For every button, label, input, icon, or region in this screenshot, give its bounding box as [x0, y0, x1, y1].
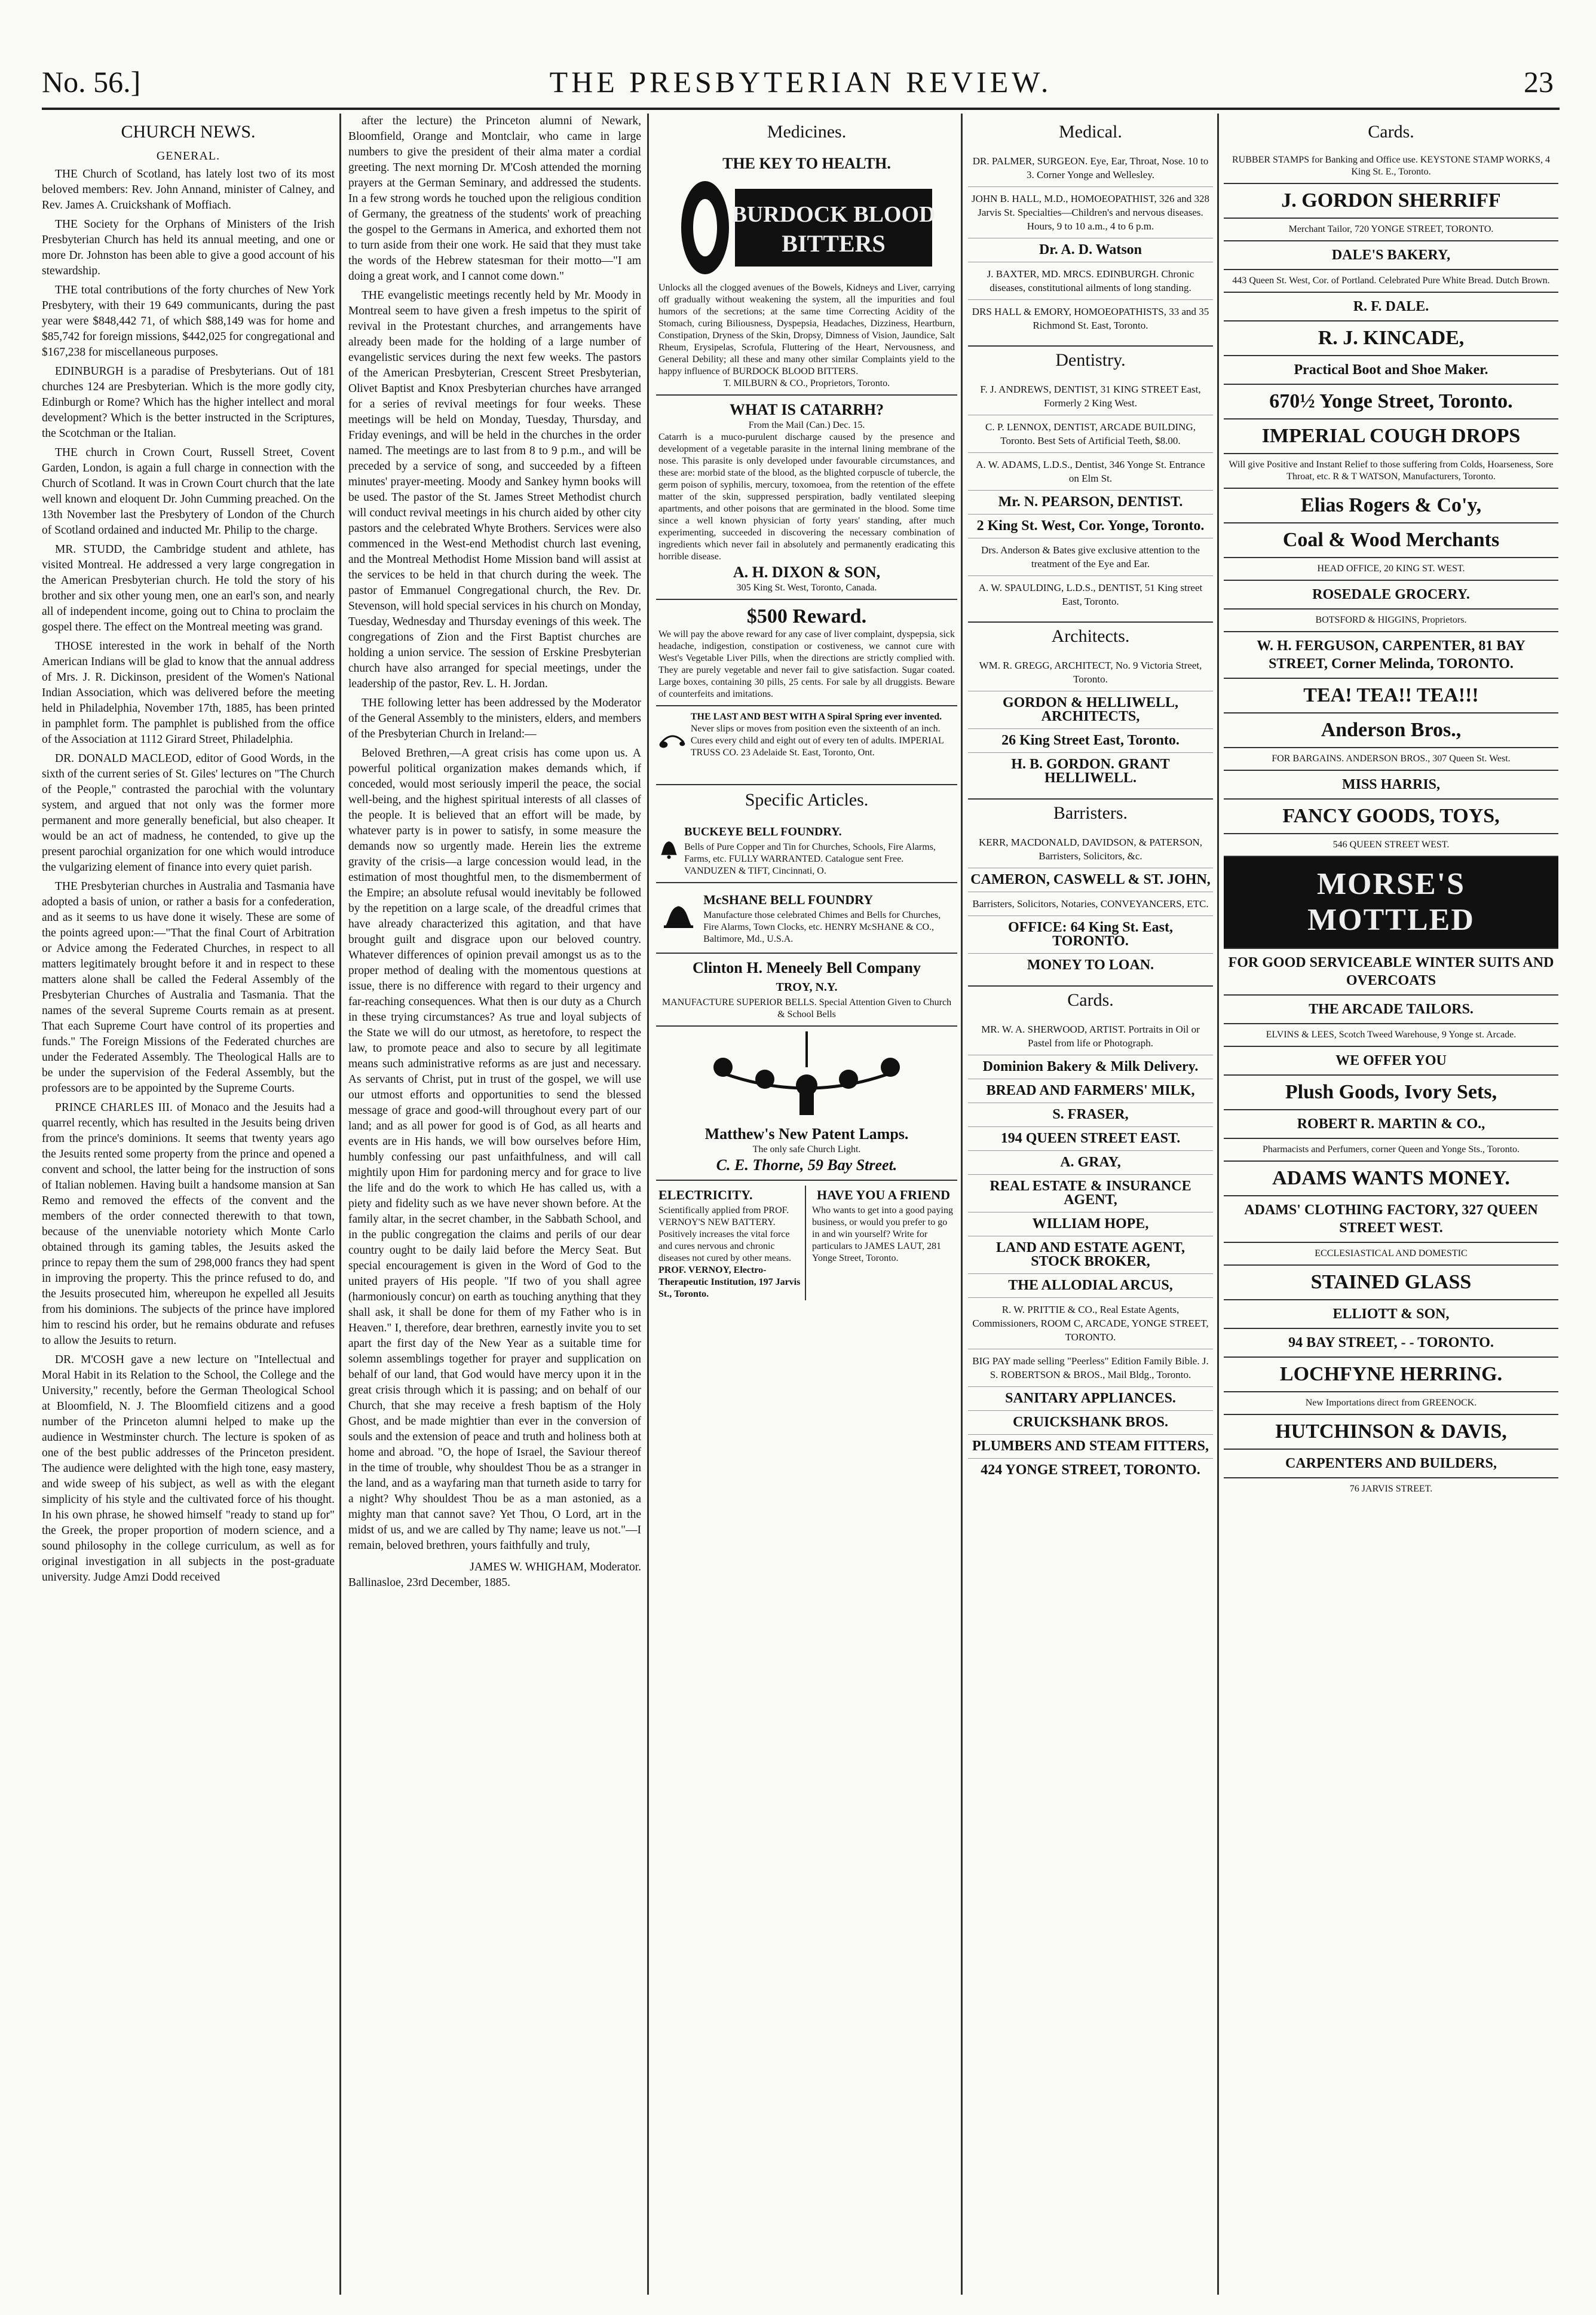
business-card: 546 QUEEN STREET WEST.: [1224, 833, 1558, 856]
barrister-card: Barristers, Solicitors, Notaries, CONVEYANCERS, ETC.: [968, 892, 1213, 915]
bottom-ads: [656, 1180, 957, 1305]
business-card: W. H. FERGUSON, CARPENTER, 81 BAY STREET, Corner Melinda, TORONTO.: [1224, 631, 1558, 678]
column-divider: [647, 114, 649, 2295]
business-card: 424 YONGE STREET, TORONTO.: [968, 1458, 1213, 1482]
publication-title: THE PRESBYTERIAN REVIEW.: [549, 65, 1052, 99]
business-card: BOTSFORD & HIGGINS, Proprietors.: [1224, 608, 1558, 631]
business-card: Practical Boot and Shoe Maker.: [1224, 355, 1558, 384]
chandelier-icon: [699, 1031, 914, 1121]
business-card: 94 BAY STREET, - - TORONTO.: [1224, 1328, 1558, 1356]
brand-name: BURDOCK BLOOD: [731, 202, 936, 227]
page-number: 23: [1524, 65, 1554, 99]
letter-column: [348, 114, 641, 2295]
business-card: MR. W. A. SHERWOOD, ARTIST. Portraits in Oil or Pastel from life or Photograph.: [981, 1024, 1200, 1049]
business-card: LOCHFYNE HERRING.: [1224, 1356, 1558, 1391]
friend-ad: [812, 1186, 955, 1300]
business-card: Pharmacists and Perfumers, corner Queen and Yonge Sts., Toronto.: [1224, 1138, 1558, 1160]
ad-heading: $500 Reward.: [746, 605, 867, 627]
ad-heading: Clinton H. Meneely Bell Company: [692, 959, 921, 976]
news-paragraph: THE church in Crown Court, Russell Street, Covent Garden, London, is again a full charge in connection with the Church of Scotland. It was in Crown Court church that the late well known and eloquent Dr. John Cumming preached. On the 13th November last the Presbytery of London of the Church of Scotland ordained and inducted Mr. Philip to the charge.: [42, 446, 335, 537]
news-paragraph: THE Society for the Orphans of Ministers of the Irish Presbyterian Church has held its annual meeting, and one or more Dr. Johnston has been able to give a good account of his stewardship.: [42, 218, 335, 277]
letter-paragraph: THE evangelistic meetings recently held by Mr. Moody in Montreal seem to have given a fresh impetus to the spirit of revival in the Protestant churches, and arrangements have already been made for the holding of a large number of evangelistic services during the next few weeks. The pastors of the American Presbyterian, Crescent Street Presbyterian, Olivet Baptist and Knox Presbyterian churches have arranged for a series of revival meetings for four weeks. These meetings will be held on Monday, Tuesday, Thursday, and Friday evenings, and will be held in the churches in the order named. The meetings are to last from 8 to 9 p.m., and will be preceded by a service of song, and succeeded by a fifteen minutes' prayer-meeting. Moody and Sankey hymn books will be used. The pastor of the St. James Street Methodist church will conduct revival meetings in his church aided by other city pastors and the celebrated Whyte Brothers. Services were also commenced in the West-end Methodist church last evening, and the Montreal Methodist Home Mission band will assist at the services to be held in that church during the week. The pastor of Emmanuel Congregational church, the Rev. Dr. Stevenson, will hold special services in his church on Monday, Tuesday, Wednesday and Thursday evenings of this week. The congregations of Zion and the First Baptist churches are holding a union service. The session of Erskine Presbyterian church have also arranged for special meetings, under the leadership of the pastor, Rev. L. H. Jordan.: [348, 289, 641, 690]
reward-ad: [656, 599, 957, 705]
business-card: CRUICKSHANK BROS.: [968, 1410, 1213, 1434]
business-card: HEAD OFFICE, 20 KING ST. WEST.: [1224, 557, 1558, 580]
dentist-card: Mr. N. PEARSON, DENTIST.: [968, 490, 1213, 514]
business-card: Merchant Tailor, 720 YONGE STREET, TORONTO.: [1224, 218, 1558, 240]
truss-icon: [658, 711, 686, 771]
medical-card: DRS HALL & EMORY, HOMOEOPATHISTS, 33 and 35 Richmond St. East, Toronto.: [968, 299, 1213, 337]
business-card: 76 JARVIS STREET.: [1224, 1477, 1558, 1500]
letter-paragraph: THE following letter has been addressed by the Moderator of the General Assembly to the ministers, elders, and members of the Presbyterian Church in Ireland:—: [348, 697, 641, 740]
business-card: STAINED GLASS: [1224, 1264, 1558, 1299]
business-card: 194 QUEEN STREET EAST.: [968, 1126, 1213, 1150]
ad-body: Unlocks all the clogged avenues of the Bowels, Kidneys and Liver, carrying off gradually without weakening the system, all the impurities and foul humors of the secretions; at the same time Correcting Acidity of the Stomach, curing Biliousness, Dyspepsia, Headaches, Dizziness, Heartburn, Constipation, Dryness of the Skin, Dropsy, Dimness of Vision, Jaundice, Salt Rheum, Erysipelas, Scrofula, Fluttering of the Heart, Nervousness, and General Debility; all these and many other similar Complaints yield to the happy influence of BURDOCK BLOOD BITTERS.: [658, 283, 955, 376]
medical-card: J. BAXTER, MD. MRCS. EDINBURGH. Chronic diseases, constitutional ailments of long standing.: [968, 262, 1213, 299]
ad-sub: From the Mail (Can.) Dec. 15.: [748, 420, 865, 430]
column-title: Medicines.: [767, 122, 847, 142]
ad-sub: TROY, N.Y.: [776, 981, 838, 994]
business-card: FOR BARGAINS. ANDERSON BROS., 307 Queen St. West.: [1224, 747, 1558, 770]
business-card: THE ARCADE TAILORS.: [1224, 994, 1558, 1023]
business-card: Plush Goods, Ivory Sets,: [1224, 1074, 1558, 1109]
dentist-card: A. W. SPAULDING, L.D.S., DENTIST, 51 King street East, Toronto.: [968, 575, 1213, 613]
truss-ad: [656, 705, 957, 776]
business-card: PLUMBERS AND STEAM FITTERS,: [968, 1434, 1213, 1458]
business-card: CARPENTERS AND BUILDERS,: [1224, 1449, 1558, 1477]
business-card: Coal & Wood Merchants: [1224, 522, 1558, 557]
barrister-card: OFFICE: 64 King St. East, TORONTO.: [968, 915, 1213, 953]
business-card: ADAMS WANTS MONEY.: [1224, 1160, 1558, 1195]
business-card: TEA! TEA!! TEA!!!: [1224, 678, 1558, 712]
news-paragraph: DR. DONALD MACLEOD, editor of Good Words, in the sixth of the current series of St. Giles' lectures on "The Church of the People," contrasted the parochial with the voluntary system, and argued that not only was the former more permanent and more generally beneficial, but also cheaper. It would be an act of madness, he contended, to give up the present parochial organization for one which would introduce the vulgarizing element of finance into every quiet parish.: [42, 752, 335, 874]
ad-heading: Matthew's New Patent Lamps.: [704, 1125, 909, 1143]
dentist-card: 2 King St. West, Cor. Yonge, Toronto.: [968, 514, 1213, 538]
bell-icon: [658, 826, 679, 874]
bottle-image: [658, 177, 955, 278]
news-paragraph: DR. M'COSH gave a new lecture on "Intellectual and Moral Habit in its Relation to the School, the College and the University," recently, before the German Theological School at Bloomfield, N. J. The Bloomfield citizens and a good number of the Princeton alumni helped to make up the audience in Westminster church. The lecture is spoken of as one of the best public addresses of the Princeton president. The audience were delighted with the high tone, easy mastery, and wide sweep of his subject, as well as with the elegant simplicity of his style and the cultivated force of his thought. In his own phrase, he showed himself "ready to stand up for" the Greek, the proper proportion of modern science, and a sound philosophy in the college curriculum, as well as for original investigation in all subjects in the post-graduate university. Judge Amzi Dodd received: [42, 1354, 335, 1584]
business-card: New Importations direct from GREENOCK.: [1224, 1391, 1558, 1414]
business-card: FANCY GOODS, TOYS,: [1224, 798, 1558, 833]
column-title: Cards.: [1368, 122, 1414, 142]
ad-footer: T. MILBURN & CO., Proprietors, Toronto.: [723, 378, 890, 388]
ad-body: Catarrh is a muco-purulent discharge caused by the presence and development of a vegetable parasite in the internal lining membrane of the nose. This parasite is only developed under favourable circumstances, and these are: morbid state of the blood, as the blighted corpuscle of tubercle, the germ poison of syphilis, mercury, toxomoea, from the retention of the effete matter of the skin, suppressed perspiration, badly ventilated sleeping apartments, and other poisons that are germinated in the blood. Some time since a well known physician of forty years' standing, after much experimenting, succeeded in discovering the necessary combination of ingredients which never fail in absolutely and permanently eradicating this horrible disease.: [658, 432, 955, 562]
business-card: MORSE'S MOTTLED: [1224, 856, 1558, 948]
business-card: R. F. DALE.: [1224, 292, 1558, 320]
news-paragraph: MR. STUDD, the Cambridge student and athlete, has visited Montreal. He addressed a very large congregation in the American Presbyterian church. He told the story of his brother and six other young men, one an earl's son, and nearly all of independent income, going out to China to proclaim the gospel there. The effect on the Montreal meeting was grand.: [42, 543, 335, 633]
business-card: A. GRAY,: [968, 1150, 1213, 1174]
business-card: ROBERT R. MARTIN & CO.,: [1224, 1109, 1558, 1138]
burdock-ad: [656, 149, 957, 394]
business-card: WILLIAM HOPE,: [968, 1212, 1213, 1236]
business-card: S. FRASER,: [968, 1103, 1213, 1126]
ad-footer: A. H. DIXON & SON,: [733, 564, 881, 581]
cards-title: Cards.: [968, 985, 1213, 1010]
architect-card: WM. R. GREGG, ARCHITECT, No. 9 Victoria Street, Toronto.: [979, 660, 1202, 685]
medical-card: Dr. A. D. Watson: [968, 238, 1213, 262]
business-card: ECCLESIASTICAL AND DOMESTIC: [1224, 1242, 1558, 1264]
section-heading: GENERAL.: [156, 149, 220, 163]
ad-body: Scientifically applied from PROF. VERNOY'S NEW BATTERY. Positively increases the vital force and cures nervous and chronic diseases not cured by other means.: [658, 1205, 792, 1263]
business-card: ADAMS' CLOTHING FACTORY, 327 QUEEN STREET WEST.: [1224, 1195, 1558, 1242]
news-paragraph: THE Presbyterian churches in Australia and Tasmania have adopted a basis of union, or rather a basis for a confederation, and as it seems to us have done it wisely. These are some of the points agreed upon:—"That the final Court of Arbitration or Advice among the Federated Churches, in respect to all matters legitimately brought before it and in respect to these matters alone shall be called the Federal Assembly of the Presbyterian Churches of Australia and Tasmania. That the names of the several Supreme Courts remain as at present. That each Supreme Court have control of its properties and funds." The Foreign Missions of the Federated churches are under the Federated Assembly. The Theological Halls are to be under the supervision of the Federal Assembly, but the professors are to be appointed by the Supreme Courts.: [42, 880, 335, 1095]
business-card: IMPERIAL COUGH DROPS: [1224, 418, 1558, 453]
architects-title: Architects.: [968, 621, 1213, 647]
architect-card: GORDON & HELLIWELL, ARCHITECTS,: [968, 691, 1213, 728]
business-card: RUBBER STAMPS for Banking and Office use. KEYSTONE STAMP WORKS, 4 King St. E., Toronto.: [1232, 155, 1550, 177]
cards-column: [1224, 114, 1558, 2295]
ad-body: Never slips or moves from position even the sixteenth of an inch. Cures every child and eight out of every ten of adults. IMPERIAL TRUSS CO. 23 Adelaide St. East, Toronto, Ont.: [690, 724, 944, 758]
column-divider: [339, 114, 341, 2295]
ad-heading: BUCKEYE BELL FOUNDRY.: [684, 825, 842, 838]
business-card: WE OFFER YOU: [1224, 1046, 1558, 1074]
ad-sub: The only safe Church Light.: [752, 1144, 861, 1155]
business-card: Dominion Bakery & Milk Delivery.: [968, 1055, 1213, 1079]
ad-heading: McSHANE BELL FOUNDRY: [703, 892, 874, 907]
ad-address: 305 King St. West, Toronto, Canada.: [736, 583, 877, 593]
business-card: BREAD AND FARMERS' MILK,: [968, 1079, 1213, 1103]
ad-heading: HAVE YOU A FRIEND: [816, 1187, 951, 1202]
business-card: ELLIOTT & SON,: [1224, 1299, 1558, 1328]
medical-card: DR. PALMER, SURGEON. Eye, Ear, Throat, Nose. 10 to 3. Corner Yonge and Wellesley.: [972, 155, 1209, 180]
business-card: 670½ Yonge Street, Toronto.: [1224, 384, 1558, 418]
business-card: LAND AND ESTATE AGENT, STOCK BROKER,: [968, 1236, 1213, 1273]
business-card: DALE'S BAKERY,: [1224, 240, 1558, 269]
business-card: BIG PAY made selling "Peerless" Edition Family Bible. J. S. ROBERTSON & BROS., Mail Bldg., Toronto.: [968, 1349, 1213, 1386]
barrister-card: CAMERON, CASWELL & ST. JOHN,: [968, 868, 1213, 892]
business-card: R. W. PRITTIE & CO., Real Estate Agents, Commissioners, ROOM C, ARCADE, YONGE STREET, TORONTO.: [968, 1297, 1213, 1349]
medical-column: [968, 114, 1213, 2295]
business-card: Will give Positive and Instant Relief to those suffering from Colds, Hoarseness, Sore Throat, etc. R & T WATSON, Manufacturers, Toronto.: [1224, 453, 1558, 488]
ad-body: Who wants to get into a good paying business, or would you prefer to go in and win yourself? Write for particulars to JAMES LAUT, 281 Yonge Street, Toronto.: [812, 1205, 953, 1263]
business-card: J. GORDON SHERRIFF: [1224, 183, 1558, 218]
barrister-card: MONEY TO LOAN.: [968, 953, 1213, 977]
ad-footer: PROF. VERNOY, Electro-Therapeutic Institution, 197 Jarvis St., Toronto.: [658, 1265, 801, 1299]
medicines-column: [656, 114, 957, 2295]
ad-body: MANUFACTURE SUPERIOR BELLS. Special Attention Given to Church & School Bells: [661, 997, 952, 1019]
dentist-card: F. J. ANDREWS, DENTIST, 31 KING STREET East, Formerly 2 King West.: [980, 384, 1201, 409]
column-divider: [961, 114, 963, 2295]
column-title: CHURCH NEWS.: [121, 122, 256, 142]
barristers-title: Barristers.: [968, 798, 1213, 823]
electricity-ad: [658, 1186, 806, 1300]
letter-paragraph: after the lecture) the Princeton alumni of Newark, Bloomfield, Orange and Montclair, who came in large numbers to give the president of their alma mater a cordial greeting. The next morning Dr. M'Cosh attended the morning prayers at the German Seminary, and addressed the students. In a few strong words he touched upon the religious condition of Germany, the greatness of the students' work of preaching the gospel to the Germans in America, and exhorted them not to turn aside from their one work. He said that they must take the words of the Hebrew statesman for their motto—"I am doing a great work, and I cannot come down.": [348, 115, 641, 283]
letter-paragraph: Beloved Brethren,—A great crisis has come upon us. A powerful political organization makes demands which, if conceded, would most seriously imperil the peace, the social well-being, and the highest spiritual interests of all classes of the people. It is believed that an effort will be made, by whatever party is in power to satisfy, in some measure the demands now so urgently made. Herein lies the extreme gravity of the crisis—a large concession would lead, in the estimation of most thoughtful men, to the dismemberment of the Empire; an absolute refusal would inevitably be followed by the repetition on a large scale, of the dreadful crimes that have already characterized this agitation, and that have brought guilt and disgrace upon our beloved country. Whatever differences of opinion prevail amongst us as to the proper method of dealing with the momentous questions at issue, there is no difference with regard to their urgency and far-reaching consequences. What then is our duty as a Church in these trying circumstances? As true and loyal subjects of the State we will do our utmost, as heretofore, to respect the law, to promote peace and also to secure by all legitimate means such administrative reforms as are just and necessary. As servants of Christ, put in trust of the gospel, we will use our utmost efforts and opportunities to send the blessed message of grace and good-will throughout every part of our land; and as all power for good is of God, as all hearts and events are in His hands, we will bow ourselves before Him, humbly confessing our past unfaithfulness, and will call mightily upon Him for pardoning mercy and for grace to live the life and do the work to which He has called us, with a piety and fidelity such as we have never shown before. At the family altar, in the secret chamber, in the Sabbath School, and in the public congregation the claims and perils of our dear country ought to be daily laid before the Mercy Seat. But special encouragement is given in the Word of God to the united prayers of His people. "If two of you shall agree (harmoniously concur) on earth as touching anything that they shall ask, it shall be done for them of my Father who is in Heaven." I, therefore, dear brethren, earnestly invite you to set apart the first day of the New Year as a suitable time for solemn assemblings together for prayer and supplication on behalf of our land, that God would have mercy upon it in the great crisis through which it is passing; and on behalf of our Church, that she may receive a fresh baptism of the Holy Ghost, and be made mightier than ever in the conversion of souls and the extension of peace and truth and holiness both at home and abroad. "O, the hope of Israel, the Saviour thereof in the time of trouble, why shouldest Thou be as a stranger in the land, and as a wayfaring man that turneth aside to tarry for a night? Why shouldest Thou be as a man astonied, as a mighty man that cannot save? Yet Thou, O Lord, art in the midst of us, and we are called by Thy name; leave us not."—I remain, beloved brethren, yours faithfully and truly,: [348, 747, 641, 1552]
catarrh-ad: [656, 394, 957, 599]
ad-heading: THE LAST AND BEST WITH A Spiral Spring ever invented.: [690, 712, 942, 722]
business-card: 443 Queen St. West, Cor. of Portland. Celebrated Pure White Bread. Dutch Brown.: [1224, 269, 1558, 292]
business-card: REAL ESTATE & INSURANCE AGENT,: [968, 1174, 1213, 1212]
dentist-card: C. P. LENNOX, DENTIST, ARCADE BUILDING, Toronto. Best Sets of Artificial Teeth, $8.00.: [968, 415, 1213, 452]
lamps-ad: [656, 1025, 957, 1180]
news-paragraph: THOSE interested in the work in behalf of the North American Indians will be glad to know that the annual address of Mrs. J. R. Dickinson, president of the Women's National Indian Association, which was delivered before the meeting held in Philadelphia, November 17th, 1885, has been printed in pamphlet form. The pamphlet is published from the office of the Association at 1112 Girard Street, Philadelphia.: [42, 640, 335, 746]
ad-heading: ELECTRICITY.: [658, 1187, 753, 1202]
signature: JAMES W. WHIGHAM, Moderator.: [470, 1561, 641, 1573]
ad-heading: WHAT IS CATARRH?: [729, 401, 884, 418]
news-paragraph: THE total contributions of the forty churches of New York Presbytery, with their 19 649 communicants, during the past year were $848,442 71, of which $88,149 was for home and $85,742 for foreign missions, $442,025 for congregational and $167,238 for miscellaneous purposes.: [42, 284, 335, 359]
issue-number: No. 56.]: [42, 65, 141, 99]
business-card: ELVINS & LEES, Scotch Tweed Warehouse, 9 Yonge st. Arcade.: [1224, 1023, 1558, 1046]
ad-body: Bells of Pure Copper and Tin for Churches, Schools, Fire Alarms, Farms, etc. FULLY WARRANTED. Catalogue sent Free. VANDUZEN & TIFT, Cincinnati, O.: [684, 842, 936, 876]
ad-body: C. E. Thorne, 59 Bay Street.: [716, 1156, 897, 1174]
bell-icon: [658, 888, 699, 948]
dateline: Ballinasloe, 23rd December, 1885.: [348, 1576, 511, 1589]
column-divider: [1217, 114, 1219, 2295]
business-card: SANITARY APPLIANCES.: [968, 1386, 1213, 1410]
business-card: THE ALLODIAL ARCUS,: [968, 1273, 1213, 1297]
business-card: R. J. KINCADE,: [1224, 320, 1558, 355]
news-paragraph: PRINCE CHARLES III. of Monaco and the Jesuits had a quarrel recently, which has resulted in the Jesuits being driven from the prince's dominions. It seems that twenty years ago the Jesuits rented some property from the prince and opened a convent and school, the latter being for the instruction of sons of Italian noblemen. Having built a handsome mansion at San Remo and removed the effects of the convent and the members of the order connected therewith to that town, because of the unenviable notoriety which Monte Carlo obtained through its gaming tables, the Jesuits asked the prince to repay them the sum of 298,000 francs they had spent in improving the property. This the prince refused to do, and the Jesuits prosecuted him, whereupon he expelled all Jesuits from his dominions. The subjects of the prince have implored him to rescind his order, but he remains obdurate and refuses to allow the Jesuits to return.: [42, 1101, 335, 1347]
svg-text:BITTERS: BITTERS: [782, 230, 886, 257]
buckeye-bell-ad: [656, 817, 957, 882]
business-card: HUTCHINSON & DAVIS,: [1224, 1414, 1558, 1449]
page-header: [42, 60, 1560, 110]
architect-card: H. B. GORDON. GRANT HELLIWELL.: [968, 752, 1213, 790]
business-card: MISS HARRIS,: [1224, 770, 1558, 798]
business-card: ROSEDALE GROCERY.: [1224, 580, 1558, 608]
business-card: FOR GOOD SERVICEABLE WINTER SUITS AND OVERCOATS: [1224, 948, 1558, 994]
specific-articles-title: Specific Articles.: [656, 784, 957, 810]
dentistry-title: Dentistry.: [968, 345, 1213, 370]
barrister-card: KERR, MACDONALD, DAVIDSON, & PATERSON, Barristers, Solicitors, &c.: [978, 837, 1203, 862]
news-paragraph: EDINBURGH is a paradise of Presbyterians. Out of 181 churches 124 are Presbyterian. Which is the more godly city, Edinburgh or Rome? Which has the higher intellect and moral development? Which is the better instructed in the Scriptures, the Scotchman or the Italian.: [42, 365, 335, 440]
dentist-card: A. W. ADAMS, L.D.S., Dentist, 346 Yonge St. Entrance on Elm St.: [968, 452, 1213, 490]
ad-heading: THE KEY TO HEALTH.: [722, 155, 891, 172]
dentist-card: Drs. Anderson & Bates give exclusive attention to the treatment of the Eye and Ear.: [968, 538, 1213, 575]
ad-body: We will pay the above reward for any case of liver complaint, dyspepsia, sick headache, indigestion, constipation or costiveness, we cannot cure with West's Vegetable Liver Pills, when the directions are strictly complied with. They are purely vegetable and never fail to give satisfaction. Sugar coated. Large boxes, containing 30 pills, 25 cents. For sale by all druggists. Beware of counterfeits and imitations.: [658, 629, 955, 699]
meneely-bell-ad: [656, 953, 957, 1025]
news-paragraph: THE Church of Scotland, has lately lost two of its most beloved members: Rev. John Annand, minister of Calney, and Rev. James A. Cruickshank of Moffiach.: [42, 168, 335, 212]
church-news-column: [42, 114, 335, 2295]
business-card: Anderson Bros.,: [1224, 712, 1558, 747]
ad-body: Manufacture those celebrated Chimes and Bells for Churches, Fire Alarms, Town Clocks, etc. HENRY McSHANE & CO., Baltimore, Md., U.S.A.: [703, 910, 941, 944]
mcshane-bell-ad: [656, 882, 957, 953]
architect-card: 26 King Street East, Toronto.: [968, 728, 1213, 752]
medical-card: JOHN B. HALL, M.D., HOMOEOPATHIST, 326 and 328 Jarvis St. Specialties—Children's and nervous diseases. Hours, 9 to 10 a.m., 4 to 6 p.m.: [968, 186, 1213, 238]
column-title: Medical.: [1059, 122, 1122, 142]
business-card: Elias Rogers & Co'y,: [1224, 488, 1558, 522]
